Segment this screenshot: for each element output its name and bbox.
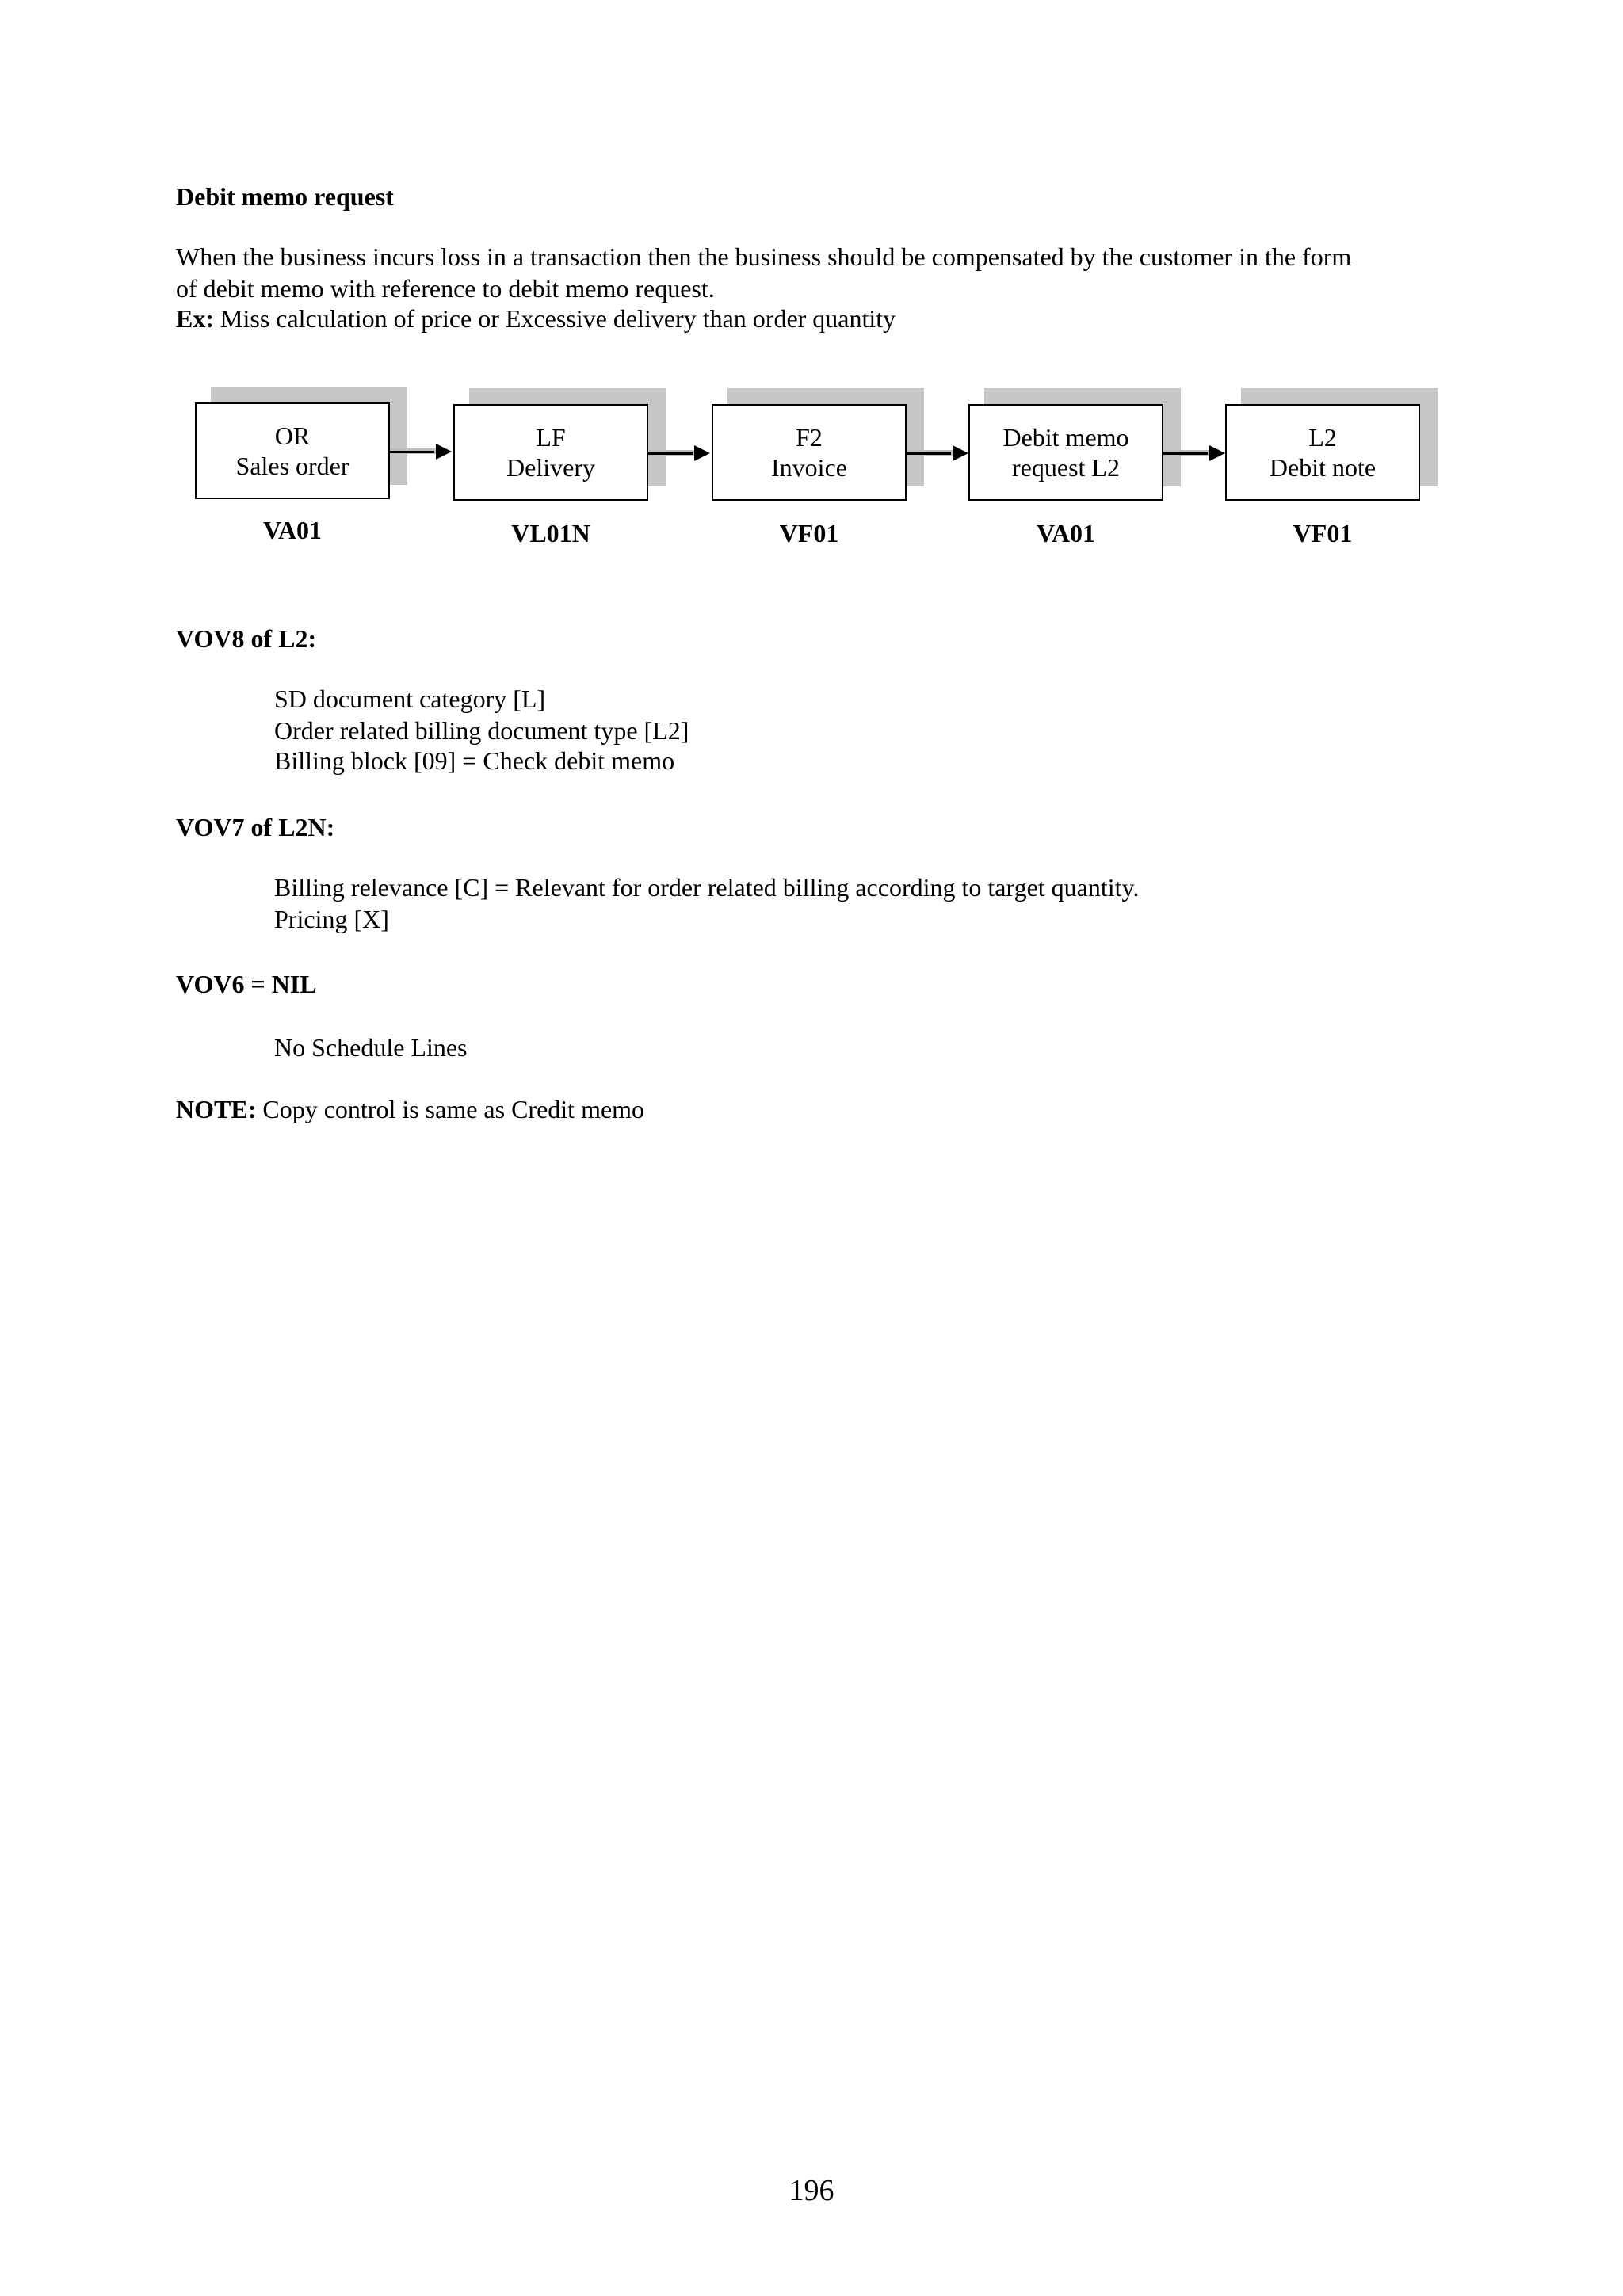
arrow-line: [1163, 452, 1208, 455]
flow-node-delivery: [453, 404, 648, 501]
vov6-item: No Schedule Lines: [274, 1033, 468, 1062]
node-tcode: VA01: [262, 516, 323, 544]
arrow-line: [390, 451, 434, 453]
vov8-item: SD document category [L]: [274, 685, 546, 713]
vov8-heading: VOV8 of L2:: [176, 624, 317, 653]
vov7-heading: VOV7 of L2N:: [176, 813, 335, 841]
page-number: 196: [789, 2174, 834, 2207]
arrow-line: [648, 452, 693, 455]
node-doc-type: Debit memo: [1002, 422, 1129, 452]
example-label: Ex:: [176, 304, 214, 333]
node-tcode: VL01N: [511, 519, 590, 547]
note-line: [176, 1093, 644, 1125]
node-tcode: VF01: [779, 519, 839, 547]
node-doc-type: OR: [274, 421, 311, 450]
node-doc-name: request L2: [1012, 453, 1120, 482]
node-doc-name: Sales order: [235, 452, 349, 480]
flow-node-debit-memo-request: [968, 404, 1163, 501]
example-text: Miss calculation of price or Excessive delivery than order quantity: [220, 304, 896, 333]
node-doc-name: Delivery: [506, 453, 595, 482]
arrow-right-icon: [694, 445, 710, 461]
arrow-right-icon: [1209, 445, 1225, 461]
node-doc-type: F2: [796, 422, 823, 452]
intro-line-1: When the business incurs loss in a transaction then the business should be compensated by the customer in the form: [176, 242, 1352, 271]
flow-node-debit-note: [1225, 404, 1420, 501]
vov6-heading: VOV6 = NIL: [176, 970, 317, 998]
arrow-right-icon: [436, 444, 452, 460]
arrow-line: [907, 452, 951, 455]
section-title: Debit memo request: [176, 182, 394, 211]
vov7-item: Billing relevance [C] = Relevant for order related billing according to target quantity.: [274, 873, 1140, 902]
flow-node-sales-order: [195, 402, 390, 499]
node-tcode: VA01: [1036, 519, 1096, 547]
node-doc-name: Debit note: [1269, 453, 1377, 482]
node-doc-type: L2: [1308, 422, 1337, 452]
arrow-right-icon: [953, 445, 968, 461]
vov8-item: Billing block [09] = Check debit memo: [274, 746, 675, 775]
intro-line-2: of debit memo with reference to debit memo request.: [176, 274, 715, 303]
node-doc-type: LF: [536, 422, 566, 452]
note-label: NOTE:: [176, 1095, 257, 1123]
vov7-item: Pricing [X]: [274, 905, 389, 933]
node-tcode: VF01: [1293, 519, 1353, 547]
vov8-item: Order related billing document type [L2]: [274, 716, 689, 745]
flow-node-invoice: [712, 404, 907, 501]
node-doc-name: Invoice: [771, 453, 847, 482]
note-text: Copy control is same as Credit memo: [262, 1095, 645, 1123]
